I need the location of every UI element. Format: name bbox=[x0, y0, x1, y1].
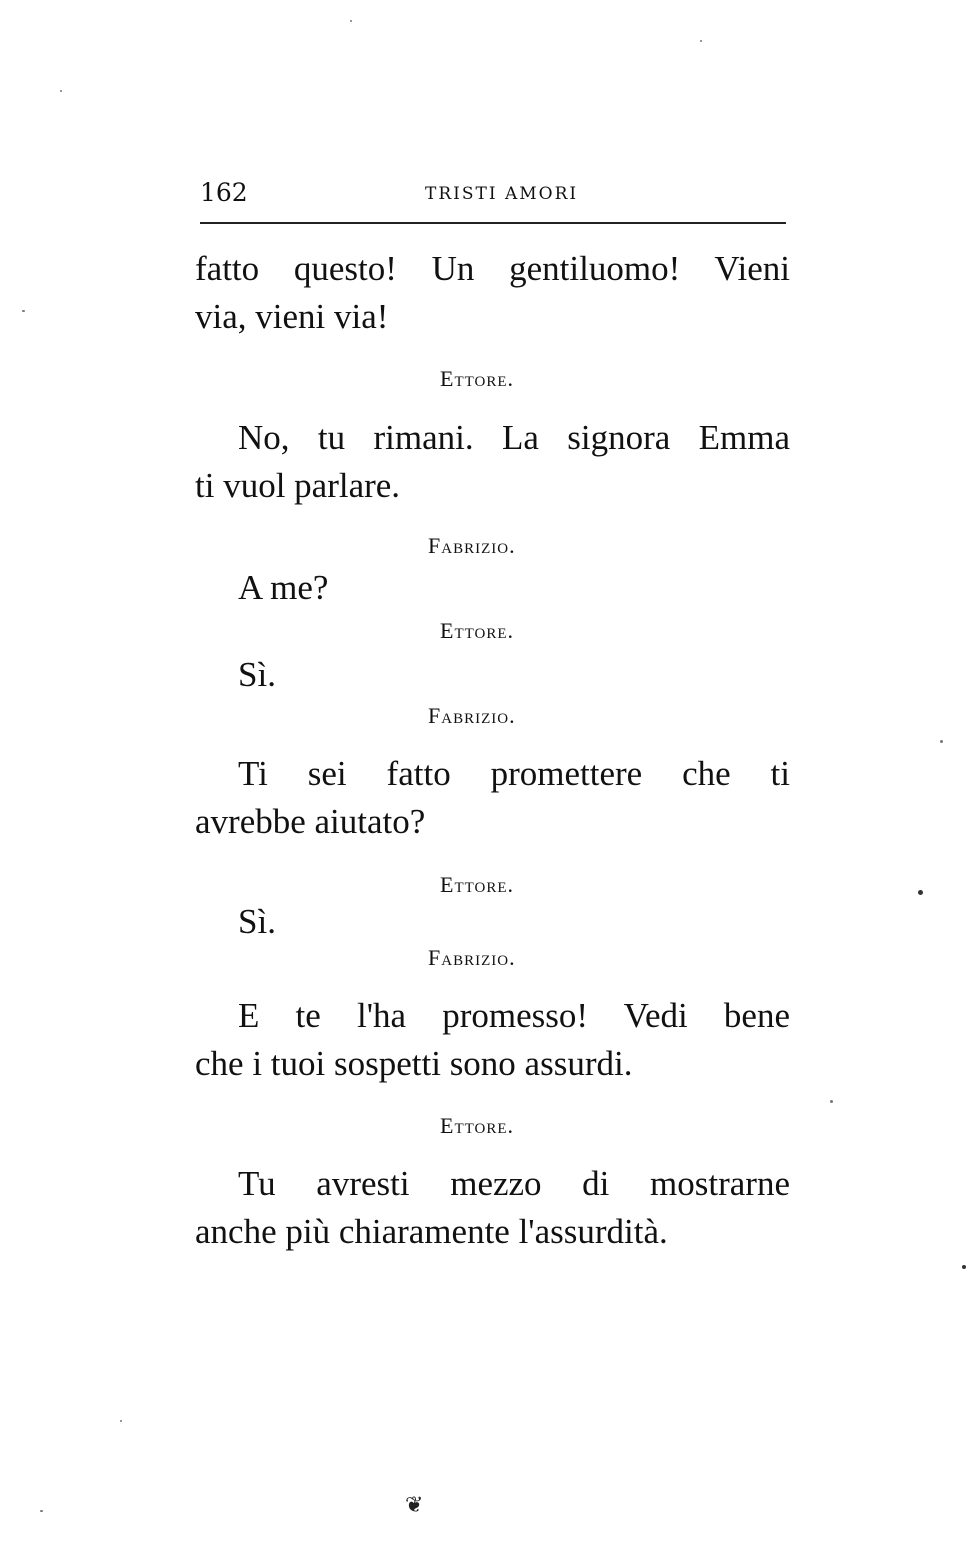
print-speck bbox=[60, 90, 62, 92]
text-line: Sì. bbox=[238, 902, 276, 941]
text-line: che i tuoi sospetti sono assurdi. bbox=[195, 1044, 633, 1083]
print-speck bbox=[22, 310, 25, 312]
text-line: A me? bbox=[238, 568, 329, 607]
header-rule bbox=[200, 222, 786, 224]
speaker-name: Fabrizio. bbox=[428, 703, 516, 728]
speaker-name: Ettore. bbox=[440, 1113, 514, 1138]
print-speck bbox=[120, 1420, 122, 1422]
speaker-name: Fabrizio. bbox=[428, 533, 516, 558]
running-title: TRISTI AMORI bbox=[425, 184, 579, 204]
print-speck bbox=[350, 20, 352, 22]
text-line: fatto questo! Un gentiluomo! Vieni bbox=[195, 249, 790, 288]
page-header bbox=[200, 172, 786, 212]
speaker-name: Ettore. bbox=[440, 618, 514, 643]
text-line: Sì. bbox=[238, 655, 276, 694]
print-speck bbox=[962, 1265, 966, 1269]
speaker-name: Ettore. bbox=[440, 872, 514, 897]
speaker-name: Fabrizio. bbox=[428, 945, 516, 970]
page-number: 162 bbox=[200, 178, 248, 207]
print-speck bbox=[700, 40, 702, 42]
text-line: via, vieni via! bbox=[195, 297, 389, 336]
text-line: Tu avresti mezzo di mostrarne bbox=[238, 1164, 790, 1203]
text-line: E te l'ha promesso! Vedi bene bbox=[238, 996, 790, 1035]
text-line: anche più chiaramente l'assurdità. bbox=[195, 1212, 668, 1251]
print-speck bbox=[918, 890, 923, 895]
ornament-icon: ❦ bbox=[405, 1493, 424, 1518]
print-speck bbox=[830, 1100, 833, 1103]
print-speck bbox=[40, 1510, 43, 1512]
print-speck bbox=[940, 740, 943, 743]
text-line: No, tu rimani. La signora Emma bbox=[238, 418, 790, 457]
text-line: Ti sei fatto promettere che ti bbox=[238, 754, 790, 793]
speaker-name: Ettore. bbox=[440, 366, 514, 391]
text-line: avrebbe aiutato? bbox=[195, 802, 426, 841]
text-line: ti vuol parlare. bbox=[195, 466, 401, 505]
